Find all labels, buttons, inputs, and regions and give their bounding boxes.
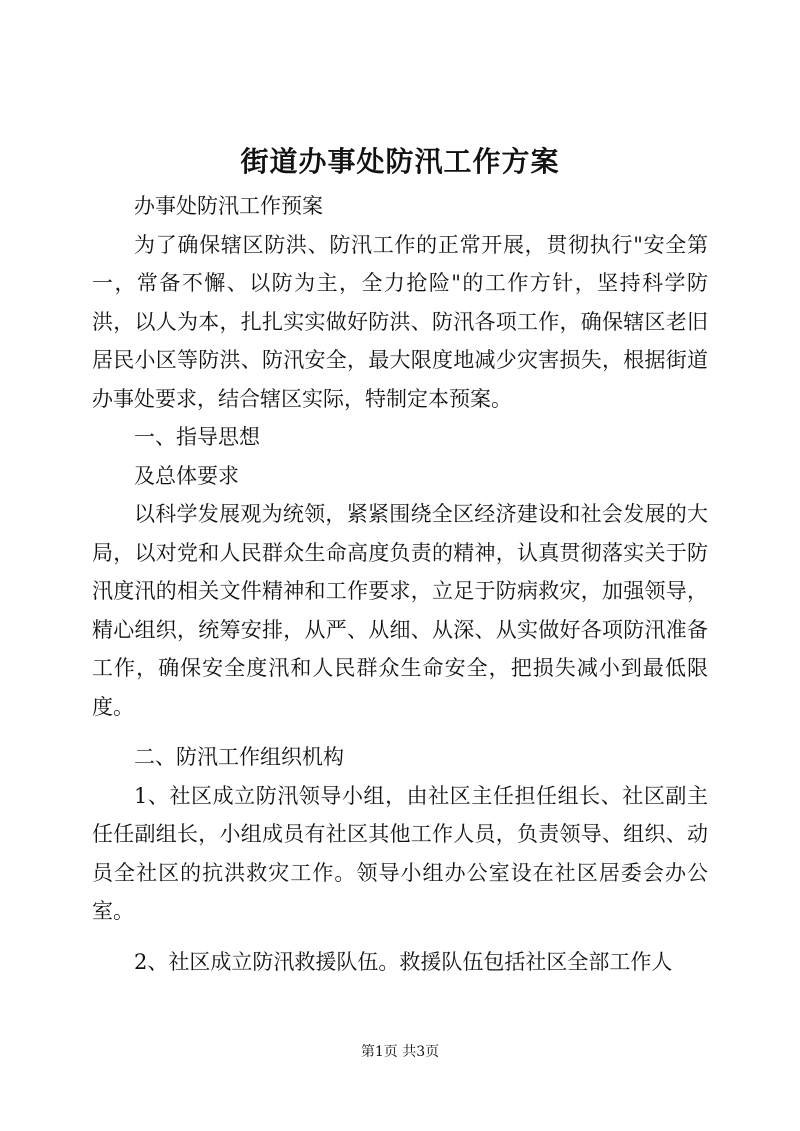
- document-title: 街道办事处防汛工作方案: [240, 145, 560, 178]
- paragraph-intro: 为了确保辖区防洪、防汛工作的正常开展，贯彻执行"安全第一，常备不懈、以防为主，全力抢险"的工作方针，坚持科学防洪，以人为本，扎扎实实做好防洪、防汛各项工作，确保辖区老旧居民小区等防洪、防汛安全，最大限度地减少灾害损失，根据街道办事处要求，结合辖区实际，特制定本预案。: [92, 232, 708, 411]
- paragraph-guiding-thought: 以科学发展观为统领，紧紧围绕全区经济建设和社会发展的大局，以对党和人民群众生命高度负责的精神，认真贯彻落实关于防汛度汛的相关文件精神和工作要求，立足于防病救灾，加强领导，精心组织，统筹安排，从严、从细、从深、从实做好各项防汛准备工作，确保安全度汛和人民群众生命安全，把损失减小到最低限度。: [92, 502, 708, 719]
- page-footer: 第1页 共3页: [360, 1044, 440, 1060]
- section-heading-organization: 二、防汛工作组织机构: [134, 745, 344, 769]
- paragraph-item-2: 2、社区成立防汛救援队伍。救援队伍包括社区全部工作人: [134, 949, 673, 974]
- section-heading-overall-requirements: 及总体要求: [134, 463, 239, 488]
- document-body: [92, 187, 708, 981]
- paragraph-item-1: 1、社区成立防汛领导小组，由社区主任担任组长、社区副主任任副组长，小组成员有社区其他工作人员，负责领导、组织、动员全社区的抗洪救灾工作。领导小组办公室设在社区居委会办公室。: [92, 783, 708, 923]
- section-heading-guiding-thought: 一、指导思想: [134, 425, 260, 449]
- paragraph-subtitle: 办事处防汛工作预案: [134, 194, 323, 218]
